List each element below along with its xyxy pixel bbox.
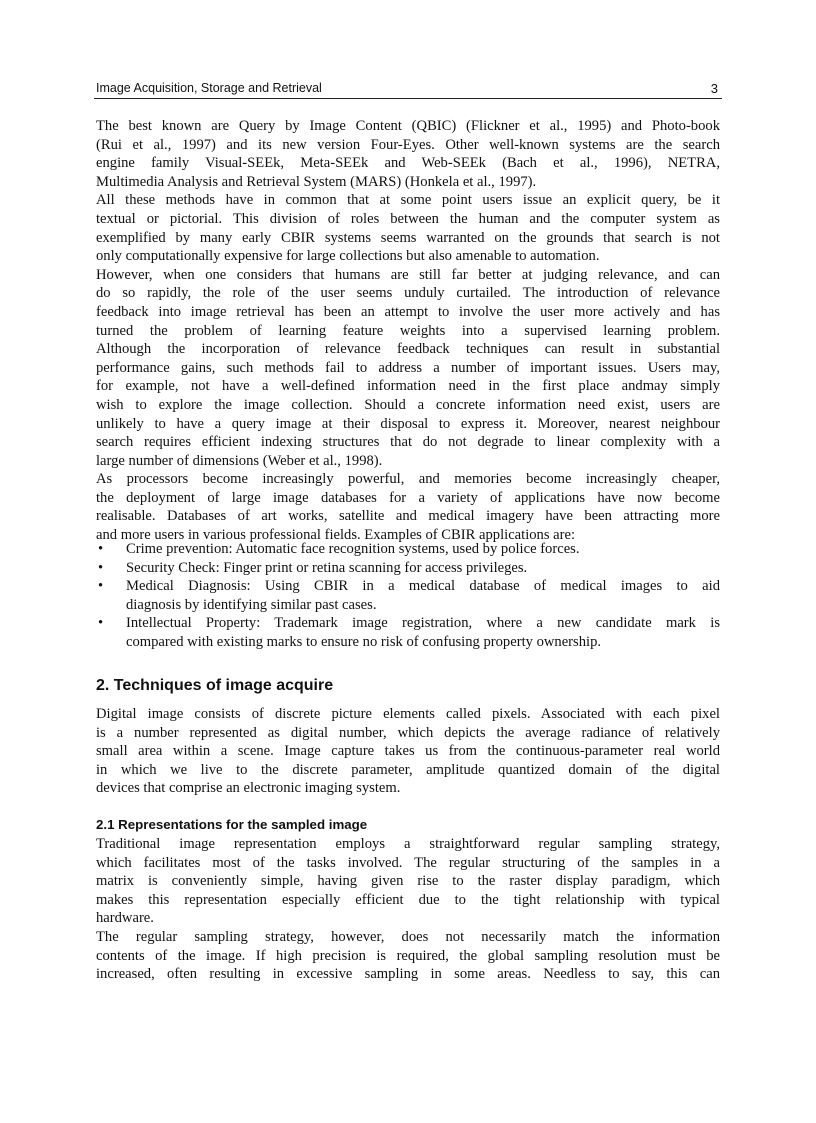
section-heading: 2. Techniques of image acquire — [96, 677, 334, 694]
text-line: (Rui et al., 1997) and its new version Four-Eyes. Other well-known systems are the search — [96, 136, 720, 153]
text-line: All these methods have in common that at some point users issue an explicit query, be it — [96, 192, 720, 209]
text-line: hardware. — [96, 910, 154, 927]
list-item-text: Security Check: Finger print or retina scanning for access privileges. — [126, 559, 528, 576]
text-line: makes this representation especially efficient due to the tight relationship with typical — [96, 891, 720, 908]
bullet-icon: • — [98, 541, 104, 557]
text-line: feedback into image retrieval has been an attempt to involve the user more actively and has — [96, 303, 720, 320]
intro-paragraphs — [96, 117, 720, 545]
text-line: turned the problem of learning feature weights into a supervised learning problem. — [96, 322, 720, 339]
text-line: for example, not have a well-defined information need in the first place andmay simply — [96, 378, 720, 395]
section-2-body — [96, 705, 720, 798]
text-line: devices that comprise an electronic imaging system. — [96, 780, 401, 797]
text-line: search requires efficient indexing structures that do not degrade to linear complexity with a — [96, 434, 720, 451]
bullet-icon: • — [98, 559, 104, 576]
text-line: As processors become increasingly powerful, and memories become increasingly cheaper, — [96, 471, 720, 488]
section-2-1-body — [96, 835, 720, 984]
header-rule — [94, 98, 722, 99]
running-title: Image Acquisition, Storage and Retrieval — [96, 81, 322, 95]
text-line: The regular sampling strategy, however, does not necessarily match the information — [96, 928, 720, 945]
text-line: However, when one considers that humans are still far better at judging relevance, and can — [96, 266, 720, 283]
text-line: Traditional image representation employs a straightforward regular sampling strategy, — [96, 836, 720, 852]
text-line: do so rapidly, the role of the user seems unduly curtailed. The introduction of relevance — [96, 285, 720, 302]
list-item-text: Medical Diagnosis: Using CBIR in a medical database of medical images to aid — [126, 578, 720, 595]
text-line: is a number represented as digital number, which depicts the average radiance of relatively — [96, 724, 720, 741]
text-line: exemplified by many early CBIR systems seems warranted on the grounds that search is not — [96, 229, 720, 246]
text-line: realisable. Databases of art works, satellite and medical imagery have been attracting more — [96, 508, 720, 525]
text-line: increased, often resulting in excessive sampling in some areas. Needless to say, this can — [96, 966, 720, 983]
text-line: wish to explore the image collection. Should a concrete information need exist, users are — [96, 396, 720, 413]
text-line: which facilitates most of the tasks involved. The regular structuring of the samples in a — [96, 854, 720, 871]
applications-list — [96, 540, 720, 652]
text-line: small area within a scene. Image capture takes us from the continuous-parameter real world — [96, 743, 720, 760]
bullet-icon: • — [98, 615, 104, 632]
text-line: The best known are Query by Image Content (QBIC) (Flickner et al., 1995) and Photo-book — [96, 118, 720, 134]
list-item — [96, 614, 720, 651]
text-line: textual or pictorial. This division of roles between the human and the computer system as — [96, 210, 720, 227]
text-line: matrix is conveniently simple, having given rise to the raster display paradigm, which — [96, 873, 720, 890]
running-header — [96, 81, 720, 95]
bullet-icon: • — [98, 578, 104, 595]
list-item-text: Crime prevention: Automatic face recognition systems, used by police forces. — [126, 541, 580, 557]
list-item-text: compared with existing marks to ensure no risk of confusing property ownership. — [126, 633, 602, 650]
list-item-text: diagnosis by identifying similar past cases. — [126, 596, 377, 613]
text-line: only computationally expensive for large collections but also amenable to automation. — [96, 248, 600, 265]
text-line: the deployment of large image databases for a variety of applications have now become — [96, 489, 720, 506]
text-line: and more users in various professional fields. Examples of CBIR applications are: — [96, 527, 576, 544]
page-number: 3 — [710, 81, 718, 96]
text-line: large number of dimensions (Weber et al., 1998). — [96, 452, 383, 469]
list-item — [96, 577, 720, 614]
list-item — [96, 559, 720, 578]
text-line: unlikely to have a query image at their disposal to express it. Moreover, nearest neighbour — [96, 415, 720, 432]
text-line: engine family Visual-SEEk, Meta-SEEk and Web-SEEk (Bach et al., 1996), NETRA, — [96, 155, 720, 172]
text-line: in which we live to the discrete parameter, amplitude quantized domain of the digital — [96, 761, 720, 778]
list-item-text: Intellectual Property: Trademark image registration, where a new candidate mark is — [126, 615, 720, 632]
text-line: Although the incorporation of relevance feedback techniques can result in substantial — [96, 341, 720, 358]
subsection-heading: 2.1 Representations for the sampled image — [96, 817, 368, 832]
text-line: Multimedia Analysis and Retrieval System (MARS) (Honkela et al., 1997). — [96, 173, 537, 190]
list-item — [96, 540, 720, 559]
text-line: performance gains, such methods fail to address a number of important issues. Users may, — [96, 359, 720, 376]
text-line: contents of the image. If high precision is required, the global sampling resolution must be — [96, 947, 720, 964]
text-line: Digital image consists of discrete picture elements called pixels. Associated with each pixel — [96, 706, 720, 722]
